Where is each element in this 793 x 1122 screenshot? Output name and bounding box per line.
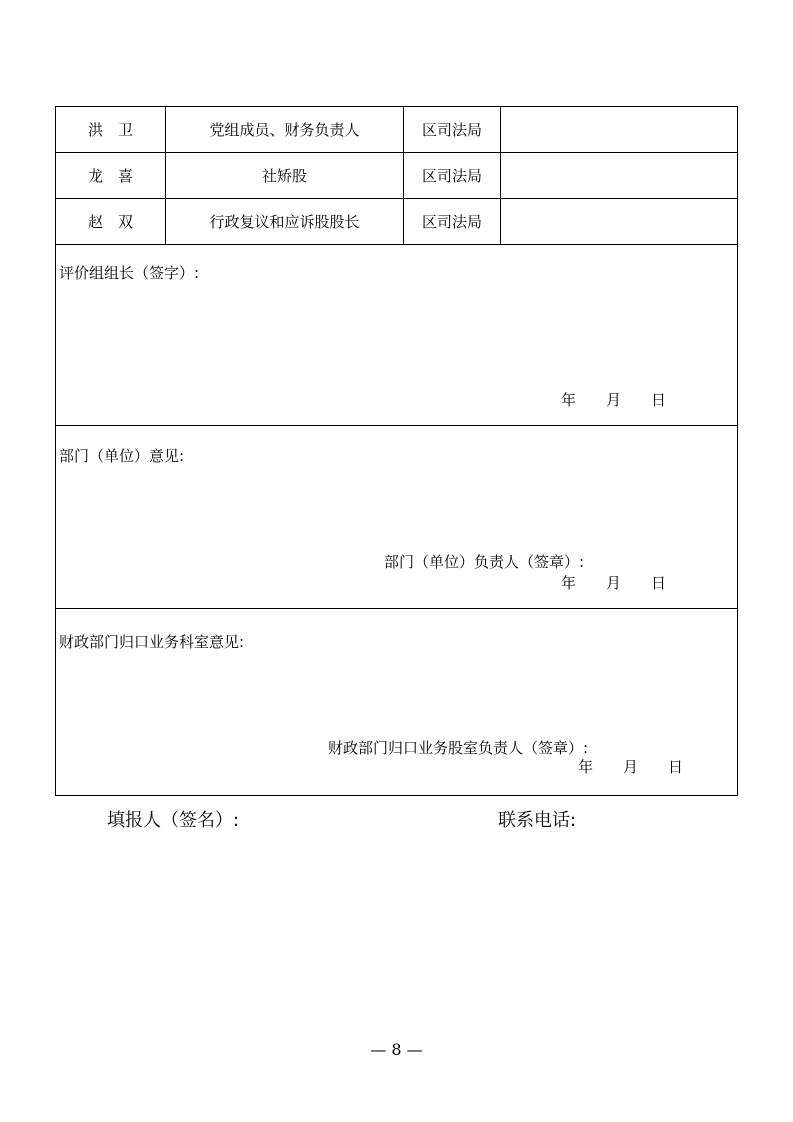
evaluation-leader-label: 评价组组长（签字）: [59, 264, 200, 282]
staff-name: 赵 双 [87, 213, 133, 231]
staff-position: 党组成员、财务负责人 [209, 121, 360, 139]
finance-opinion-label: 财政部门归口业务科室意见: [59, 633, 245, 651]
evaluation-date: 年 月 日 [561, 391, 667, 409]
staff-position: 社矫股 [261, 167, 307, 185]
section-divider [55, 425, 738, 426]
department-opinion-label: 部门（单位）意见: [59, 447, 185, 465]
finance-signature-label: 财政部门归口业务股室负责人（签章）: [328, 739, 589, 757]
staff-unit: 区司法局 [421, 167, 482, 185]
staff-extra [501, 107, 737, 152]
section-divider [55, 608, 738, 609]
contact-phone-label: 联系电话: [498, 810, 577, 831]
staff-position: 行政复议和应诉股股长 [209, 213, 360, 231]
staff-extra [501, 199, 737, 244]
staff-name: 洪 卫 [87, 121, 133, 139]
table-right-border [737, 106, 738, 796]
filler-signature-label: 填报人（签名）: [107, 810, 240, 831]
table-bottom-border [55, 795, 738, 796]
staff-name: 龙 喜 [87, 167, 133, 185]
department-signature-label: 部门（单位）负责人（签章）: [384, 553, 585, 571]
staff-unit: 区司法局 [421, 213, 482, 231]
finance-date: 年 月 日 [578, 758, 684, 776]
page-number: — 8 — [370, 1040, 423, 1059]
row-divider [55, 244, 738, 245]
staff-extra [501, 153, 737, 198]
department-date: 年 月 日 [561, 574, 667, 592]
staff-unit: 区司法局 [421, 121, 482, 139]
